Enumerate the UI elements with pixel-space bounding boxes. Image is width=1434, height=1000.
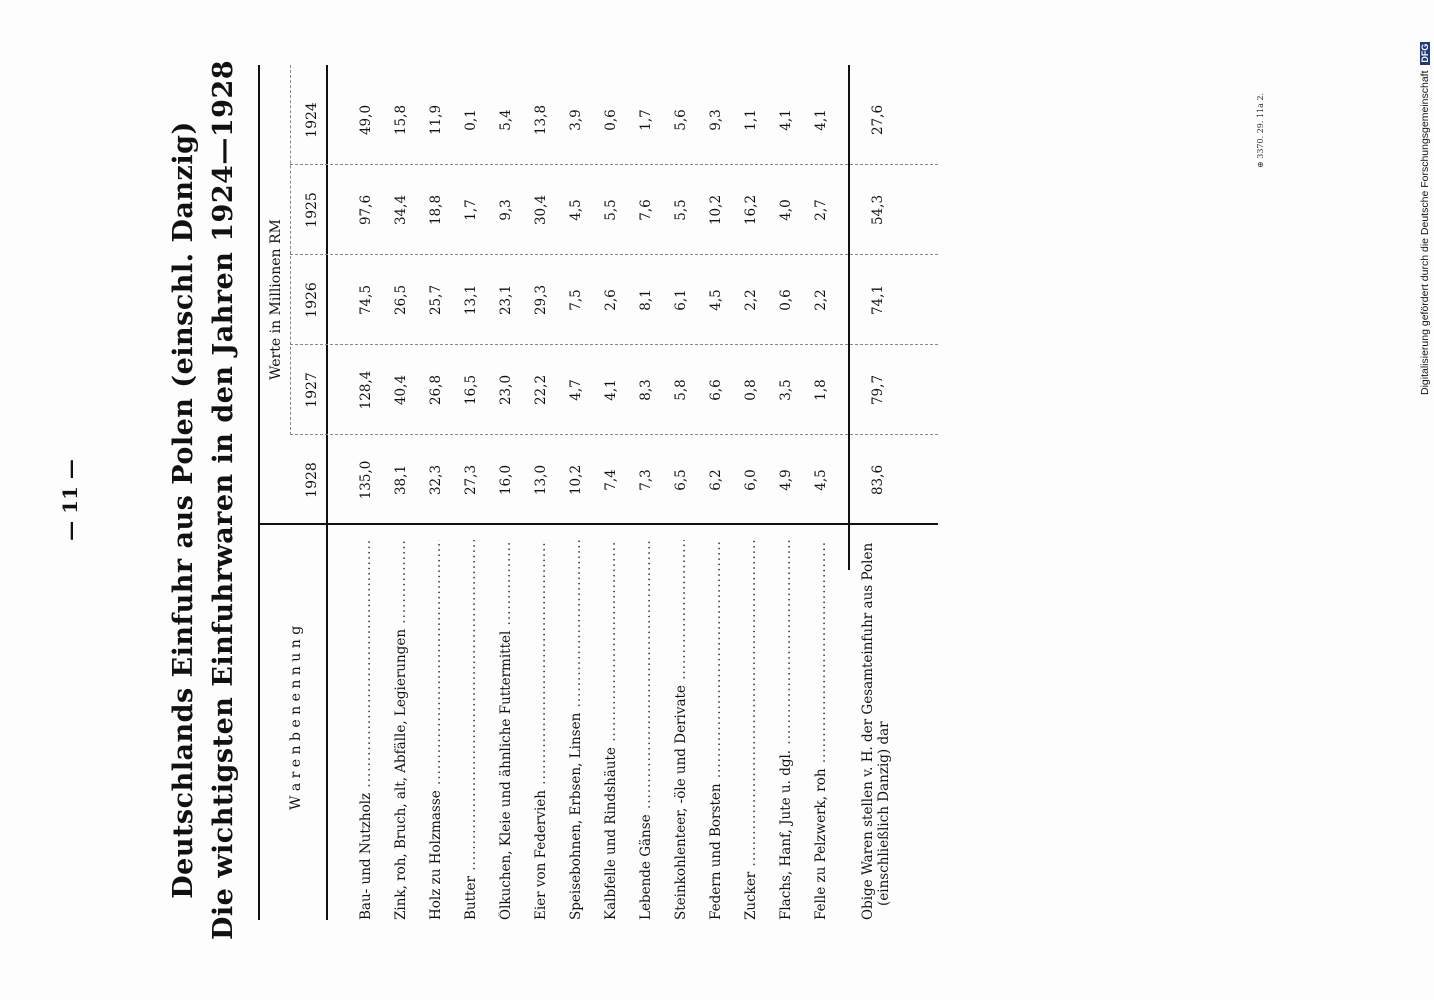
value-1924: 4,1 bbox=[813, 109, 829, 131]
row-label: Lebende Gänse ..... bbox=[638, 540, 654, 920]
row-label: Ölkuchen, Kleie und ähnliche Futtermittel ..... bbox=[498, 540, 514, 920]
value-1924: 3,9 bbox=[568, 109, 584, 131]
value-1926: 2,2 bbox=[743, 289, 759, 311]
total-1925: 54,3 bbox=[870, 194, 886, 226]
value-1926: 13,1 bbox=[463, 284, 479, 316]
value-1928: 6,0 bbox=[743, 469, 759, 491]
row-label: Flachs, Hanf, Jute u. dgl. ..... bbox=[778, 540, 794, 920]
credit-text: Digitalisierung gefördert durch die Deutsche Forschungsgemeinschaft bbox=[1419, 70, 1431, 395]
row-label: Steinkohlenteer, -öle und Derivate ..... bbox=[673, 540, 689, 920]
value-1927: 22,2 bbox=[533, 374, 549, 406]
table-row bbox=[673, 40, 699, 920]
table-row bbox=[533, 40, 559, 920]
value-1927: 1,8 bbox=[813, 379, 829, 401]
table-row bbox=[393, 40, 419, 920]
value-1925: 5,5 bbox=[673, 199, 689, 221]
value-1925: 5,5 bbox=[603, 199, 619, 221]
page-number: — 11 — bbox=[58, 459, 82, 541]
year-header-1926: 1926 bbox=[304, 282, 320, 318]
total-label-line1: Obige Waren stellen v. H. der Gesamteinfuhr aus Polen bbox=[860, 542, 876, 920]
value-1926: 26,5 bbox=[393, 284, 409, 316]
row-label: Eier von Federvieh ..... bbox=[533, 540, 549, 920]
values-column-header: Werte in Millionen RM bbox=[268, 219, 284, 380]
value-1928: 38,1 bbox=[393, 464, 409, 496]
table-row bbox=[813, 40, 839, 920]
year-header-1924: 1924 bbox=[304, 102, 320, 138]
value-1924: 9,3 bbox=[708, 109, 724, 131]
year-header-1925: 1925 bbox=[304, 192, 320, 228]
value-1924: 49,0 bbox=[358, 104, 374, 136]
goods-column-header: W a r e n b e n e n n u n g bbox=[288, 625, 304, 810]
value-1928: 13,0 bbox=[533, 464, 549, 496]
values-header-underline bbox=[290, 65, 291, 435]
total-1927: 79,7 bbox=[870, 374, 886, 406]
value-1928: 7,4 bbox=[603, 469, 619, 491]
table-row bbox=[428, 40, 454, 920]
value-1924: 1,7 bbox=[638, 109, 654, 131]
value-1926: 6,1 bbox=[673, 289, 689, 311]
value-1925: 16,2 bbox=[743, 194, 759, 226]
value-1924: 0,6 bbox=[603, 109, 619, 131]
value-1924: 5,4 bbox=[498, 109, 514, 131]
value-1927: 6,6 bbox=[708, 379, 724, 401]
value-1927: 16,5 bbox=[463, 374, 479, 406]
dfg-logo: DFG bbox=[1420, 43, 1430, 63]
value-1926: 4,5 bbox=[708, 289, 724, 311]
value-1928: 7,3 bbox=[638, 469, 654, 491]
total-label-line2: (einschließlich Danzig) dar bbox=[876, 721, 892, 906]
table-row bbox=[638, 40, 664, 920]
value-1925: 30,4 bbox=[533, 194, 549, 226]
row-label: Holz zu Holzmasse ..... bbox=[428, 540, 444, 920]
value-1927: 26,8 bbox=[428, 374, 444, 406]
value-1925: 7,6 bbox=[638, 199, 654, 221]
value-1928: 6,2 bbox=[708, 469, 724, 491]
value-1926: 25,7 bbox=[428, 284, 444, 316]
page-title: Deutschlands Einfuhr aus Polen (einschl. Danzig) bbox=[168, 121, 199, 899]
archive-stamp bbox=[1256, 80, 1272, 170]
value-1927: 4,7 bbox=[568, 379, 584, 401]
row-label: Federn und Borsten ..... bbox=[708, 540, 724, 920]
value-1926: 2,2 bbox=[813, 289, 829, 311]
header-bottom-rule bbox=[326, 65, 328, 920]
stamp-text: 3370. 29. 11a 2. bbox=[1256, 92, 1265, 159]
page-subtitle: Die wichtigsten Einfuhrwaren in den Jahren 1924—1928 bbox=[208, 59, 239, 940]
year-header-1928: 1928 bbox=[304, 462, 320, 498]
total-1926: 74,1 bbox=[870, 284, 886, 316]
table-row bbox=[568, 40, 594, 920]
row-label: Kalbfelle und Rindshäute ..... bbox=[603, 540, 619, 920]
table-row bbox=[603, 40, 629, 920]
value-1927: 4,1 bbox=[603, 379, 619, 401]
value-1924: 4,1 bbox=[778, 109, 794, 131]
value-1926: 23,1 bbox=[498, 284, 514, 316]
row-label: Speisebohnen, Erbsen, Linsen ..... bbox=[568, 540, 584, 920]
value-1925: 2,7 bbox=[813, 199, 829, 221]
value-1926: 29,3 bbox=[533, 284, 549, 316]
stamp-circle-icon: ⊕ bbox=[1256, 161, 1265, 168]
value-1926: 74,5 bbox=[358, 284, 374, 316]
row-label: Butter ..... bbox=[463, 540, 479, 920]
table-row bbox=[498, 40, 524, 920]
total-1924: 27,6 bbox=[870, 104, 886, 136]
table-row bbox=[358, 40, 384, 920]
value-1924: 11,9 bbox=[428, 104, 444, 136]
value-1925: 4,0 bbox=[778, 199, 794, 221]
value-1924: 13,8 bbox=[533, 104, 549, 136]
value-1925: 97,6 bbox=[358, 194, 374, 226]
value-1927: 8,3 bbox=[638, 379, 654, 401]
value-1927: 40,4 bbox=[393, 374, 409, 406]
value-1925: 18,8 bbox=[428, 194, 444, 226]
value-1925: 10,2 bbox=[708, 194, 724, 226]
table-row bbox=[708, 40, 734, 920]
table-row bbox=[743, 40, 769, 920]
value-1928: 32,3 bbox=[428, 464, 444, 496]
value-1924: 0,1 bbox=[463, 109, 479, 131]
value-1924: 1,1 bbox=[743, 109, 759, 131]
value-1924: 5,6 bbox=[673, 109, 689, 131]
value-1927: 3,5 bbox=[778, 379, 794, 401]
value-1927: 128,4 bbox=[358, 370, 374, 410]
row-label: Zucker ..... bbox=[743, 540, 759, 920]
value-1925: 4,5 bbox=[568, 199, 584, 221]
value-1924: 15,8 bbox=[393, 104, 409, 136]
row-label: Felle zu Pelzwerk, roh ..... bbox=[813, 540, 829, 920]
value-1926: 7,5 bbox=[568, 289, 584, 311]
table-row bbox=[463, 40, 489, 920]
row-label: Zink, roh, Bruch, alt, Abfälle, Legierungen ..... bbox=[393, 540, 409, 920]
year-header-1927: 1927 bbox=[304, 372, 320, 408]
value-1927: 0,8 bbox=[743, 379, 759, 401]
value-1928: 27,3 bbox=[463, 464, 479, 496]
value-1926: 8,1 bbox=[638, 289, 654, 311]
value-1928: 135,0 bbox=[358, 460, 374, 500]
digitization-credit bbox=[1419, 0, 1434, 1000]
total-row bbox=[870, 40, 896, 920]
total-1928: 83,6 bbox=[870, 464, 886, 496]
value-1925: 1,7 bbox=[463, 199, 479, 221]
total-rule bbox=[848, 65, 850, 570]
value-1925: 9,3 bbox=[498, 199, 514, 221]
value-1927: 23,0 bbox=[498, 374, 514, 406]
value-1927: 5,8 bbox=[673, 379, 689, 401]
value-1928: 4,9 bbox=[778, 469, 794, 491]
value-1928: 16,0 bbox=[498, 464, 514, 496]
value-1925: 34,4 bbox=[393, 194, 409, 226]
row-label: Bau- und Nutzholz ..... bbox=[358, 540, 374, 920]
value-1928: 6,5 bbox=[673, 469, 689, 491]
value-1928: 10,2 bbox=[568, 464, 584, 496]
value-1926: 2,6 bbox=[603, 289, 619, 311]
table-top-rule bbox=[258, 65, 260, 920]
table-row bbox=[778, 40, 804, 920]
value-1926: 0,6 bbox=[778, 289, 794, 311]
value-1928: 4,5 bbox=[813, 469, 829, 491]
